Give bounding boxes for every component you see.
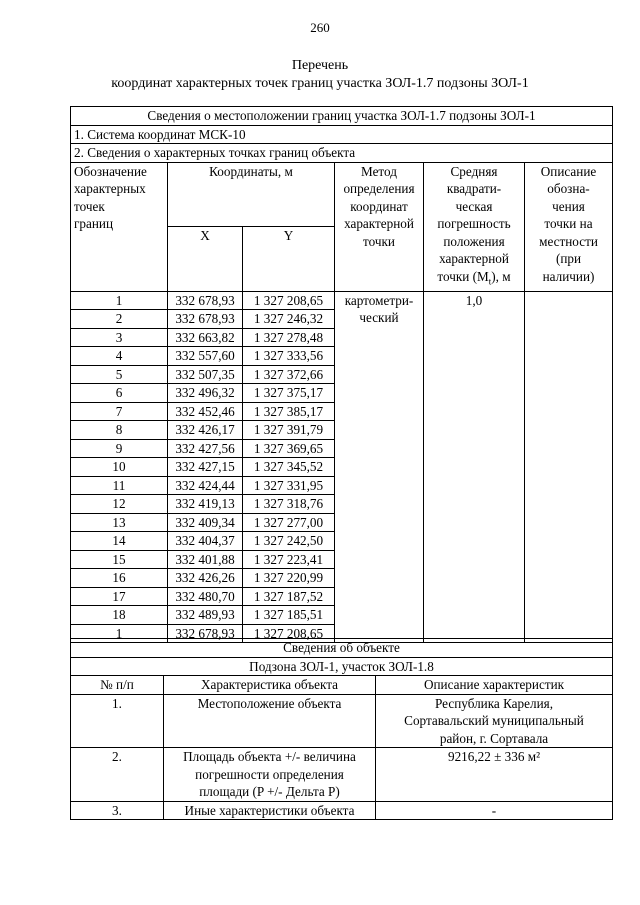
coord-x: 332 496,32: [168, 384, 243, 403]
object-characteristic: [164, 748, 376, 802]
col-header-desc-line: (при: [555, 251, 582, 266]
error-label-subscript: t: [488, 276, 492, 287]
coord-x: 332 507,35: [168, 365, 243, 384]
method-value-line: картометри-: [344, 292, 414, 308]
col-header-desc-line: местности: [539, 233, 598, 249]
col-header-desc-line: обозна-: [547, 181, 590, 196]
object-description: [376, 694, 613, 748]
point-number: 4: [71, 347, 168, 366]
method-value: [335, 291, 424, 643]
point-number: 6: [71, 384, 168, 403]
col-header-method-line: определения: [343, 181, 415, 196]
col-header-characteristic: Характеристика объекта: [164, 676, 376, 695]
col-header-description: [525, 162, 613, 291]
object-description-line: -: [491, 802, 497, 818]
coord-y: 1 327 391,79: [243, 421, 335, 440]
coord-x: 332 409,34: [168, 513, 243, 532]
object-row-number: 2.: [71, 748, 164, 802]
document-title: [0, 57, 640, 93]
object-description-line: 9216,22 ± 336 м²: [447, 749, 541, 764]
coord-x: 332 419,13: [168, 495, 243, 514]
point-number: 11: [71, 476, 168, 495]
coord-y: 1 327 278,48: [243, 328, 335, 347]
error-label-part: ), м: [491, 268, 511, 284]
point-number: 18: [71, 606, 168, 625]
coord-x: 332 678,93: [168, 624, 243, 643]
point-number: 13: [71, 513, 168, 532]
object-characteristic: [164, 801, 376, 820]
coord-y: 1 327 220,99: [243, 569, 335, 588]
coord-x: 332 426,17: [168, 421, 243, 440]
col-header-desc-line: Описание: [540, 163, 597, 179]
coord-x: 332 557,60: [168, 347, 243, 366]
col-header-method-line: характерной: [344, 216, 414, 231]
object-description-line: район, г. Сортавала: [439, 730, 549, 746]
table-row: [71, 801, 613, 820]
coord-y: 1 327 333,56: [243, 347, 335, 366]
col-header-error-line: характерной: [439, 251, 509, 266]
col-header-y: Y: [243, 227, 335, 292]
col-header-method-line: Метод: [361, 163, 397, 179]
col-header-error: [424, 162, 525, 291]
coord-y: 1 327 208,65: [243, 624, 335, 643]
title-line-1: Перечень: [291, 58, 349, 73]
coord-y: 1 327 331,95: [243, 476, 335, 495]
coord-y: 1 327 223,41: [243, 550, 335, 569]
col-header-x: X: [168, 227, 243, 292]
object-description-line: Сортавальский муниципальный: [404, 713, 584, 728]
col-header-point-line: точек: [74, 198, 105, 214]
object-table-subheader: Подзона ЗОЛ-1, участок ЗОЛ-1.8: [71, 657, 613, 676]
col-header-error-line: квадрати-: [446, 181, 502, 196]
description-value: [525, 291, 613, 643]
col-header-desc-line: наличии): [542, 268, 595, 284]
point-number: 15: [71, 550, 168, 569]
coord-y: 1 327 369,65: [243, 439, 335, 458]
point-number: 3: [71, 328, 168, 347]
coord-y: 1 327 372,66: [243, 365, 335, 384]
coord-y: 1 327 246,32: [243, 310, 335, 329]
point-number: 12: [71, 495, 168, 514]
col-header-char-description: Описание характеристик: [376, 676, 613, 695]
coord-x: 332 401,88: [168, 550, 243, 569]
coord-y: 1 327 375,17: [243, 384, 335, 403]
object-description: [376, 748, 613, 802]
point-number: 7: [71, 402, 168, 421]
coord-x: 332 480,70: [168, 587, 243, 606]
object-row-number: 3.: [71, 801, 164, 820]
col-header-error-line: погрешность: [437, 216, 511, 231]
title-line-2: координат характерных точек границ участка ЗОЛ-1.7 подзоны ЗОЛ-1: [111, 76, 529, 91]
col-header-num: № п/п: [71, 676, 164, 695]
coord-x: 332 663,82: [168, 328, 243, 347]
page-number: 260: [310, 20, 330, 35]
method-value-line: ческий: [359, 310, 399, 326]
coord-y: 1 327 277,00: [243, 513, 335, 532]
point-number: 8: [71, 421, 168, 440]
coord-x: 332 404,37: [168, 532, 243, 551]
object-row-number: 1.: [71, 694, 164, 748]
object-table-header: Сведения об объекте: [71, 639, 613, 658]
coord-y: 1 327 242,50: [243, 532, 335, 551]
col-header-coords: Координаты, м: [168, 162, 335, 227]
col-header-point-line: характерных: [74, 181, 146, 196]
coord-x: 332 426,26: [168, 569, 243, 588]
col-header-desc-line: точки на: [544, 216, 593, 231]
coord-y: 1 327 385,17: [243, 402, 335, 421]
error-value: 1,0: [424, 291, 525, 643]
point-number: 16: [71, 569, 168, 588]
col-header-method-line: точки: [363, 233, 395, 249]
coord-x: 332 424,44: [168, 476, 243, 495]
col-header-method: [335, 162, 424, 291]
col-header-point: [71, 162, 168, 291]
col-header-error-line: Средняя: [450, 163, 498, 179]
object-characteristic-line: погрешности определения: [195, 766, 344, 782]
point-number: 9: [71, 439, 168, 458]
point-number: 5: [71, 365, 168, 384]
point-number: 1: [71, 624, 168, 643]
point-number: 10: [71, 458, 168, 477]
object-description: [376, 801, 613, 820]
coord-x: 332 427,56: [168, 439, 243, 458]
col-header-point-line: Обозначение: [74, 163, 147, 179]
col-header-desc-line: чения: [552, 198, 585, 214]
object-description-line: Республика Карелия,: [435, 695, 553, 711]
col-header-error-line: ческая: [455, 198, 493, 214]
coord-y: 1 327 187,52: [243, 587, 335, 606]
point-number: 2: [71, 310, 168, 329]
coordinate-system: 1. Система координат МСК-10: [71, 125, 613, 144]
object-characteristic-line: Площадь объекта +/- величина: [183, 749, 356, 764]
coord-y: 1 327 345,52: [243, 458, 335, 477]
col-header-point-line: границ: [74, 216, 114, 231]
object-characteristic-line: Иные характеристики объекта: [184, 802, 355, 818]
coord-y: 1 327 208,65: [243, 291, 335, 310]
table-row: [71, 748, 613, 802]
coord-x: 332 452,46: [168, 402, 243, 421]
coord-x: 332 678,93: [168, 310, 243, 329]
table-row: [71, 291, 613, 310]
coord-x: 332 678,93: [168, 291, 243, 310]
point-number: 14: [71, 532, 168, 551]
point-number: 17: [71, 587, 168, 606]
object-info-table: [70, 638, 613, 820]
col-header-error-line: [427, 268, 521, 291]
coordinates-table: [70, 106, 613, 643]
object-characteristic-line: Местоположение объекта: [197, 695, 342, 711]
coord-x: 332 489,93: [168, 606, 243, 625]
coord-y: 1 327 318,76: [243, 495, 335, 514]
table-row: [71, 694, 613, 748]
points-section-header: 2. Сведения о характерных точках границ объекта: [71, 144, 613, 163]
col-header-error-line: положения: [443, 233, 505, 249]
point-number: 1: [71, 291, 168, 310]
col-header-method-line: координат: [350, 198, 408, 214]
object-characteristic-line: площади (P +/- Дельта P): [199, 784, 340, 799]
coord-x: 332 427,15: [168, 458, 243, 477]
coords-table-header: Сведения о местоположении границ участка ЗОЛ-1.7 подзоны ЗОЛ-1: [71, 107, 613, 126]
coord-y: 1 327 185,51: [243, 606, 335, 625]
error-label-part: точки (M: [437, 268, 489, 284]
object-characteristic: [164, 694, 376, 748]
